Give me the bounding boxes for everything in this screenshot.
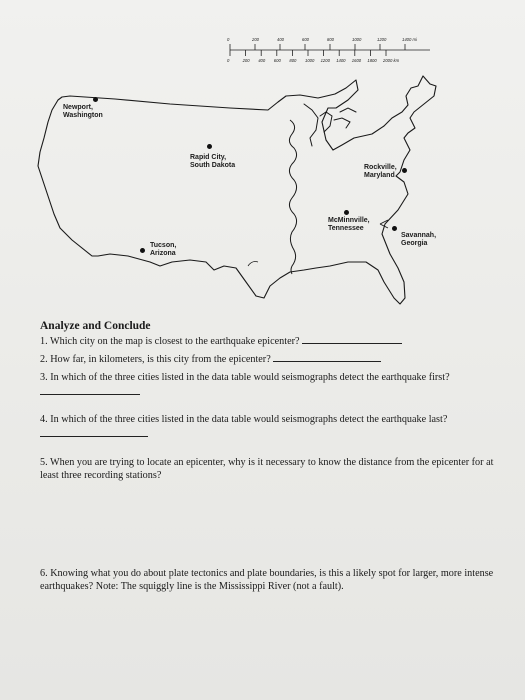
scale-km-label: 1800 — [367, 58, 377, 63]
question-3-text: 3. In which of the three cities listed in the data table would seismographs detect the earthquake first? — [40, 372, 450, 383]
city-label-rapid-city: Rapid City, South Dakota — [190, 154, 236, 169]
question-5-text: 5. When you are trying to locate an epicenter, why is it necessary to know the distance from the epicenter for at least three recording stations? — [40, 457, 494, 481]
city-label-tucson: Tucson, Arizona — [150, 242, 177, 257]
question-4 — [40, 414, 495, 441]
question-3 — [40, 372, 495, 399]
analyze-and-conclude-section — [40, 320, 500, 620]
rapid-city-dot — [207, 144, 212, 149]
mcminnville-dot — [344, 210, 349, 215]
question-5 — [40, 457, 495, 482]
scale-km-label: 0 — [227, 58, 230, 63]
scale-mile-label: 800 — [327, 37, 334, 42]
scale-km-label: 1600 — [351, 58, 362, 63]
answer-1-line[interactable] — [302, 334, 402, 344]
scale-mile-label: 200 — [252, 37, 259, 42]
city-label-mcminnville: McMinnville, Tennessee — [328, 217, 370, 232]
scale-km-label: 800 — [289, 58, 297, 63]
city-label-newport: Newport, Washington — [63, 104, 103, 119]
question-1-text: 1. Which city on the map is closest to the earthquake epicenter? — [40, 336, 300, 347]
scale-mile-label: 600 — [302, 37, 309, 42]
coast-detail — [248, 262, 258, 267]
scale-mile-label: 1000 — [352, 37, 362, 42]
scale-mile-label: 400 — [277, 37, 284, 42]
scale-km-label: 400 — [258, 58, 266, 63]
question-6 — [40, 568, 495, 593]
us-map — [0, 0, 525, 320]
mississippi-river — [289, 120, 296, 274]
great-lakes — [304, 104, 356, 146]
scale-km-label: 1200 — [320, 58, 330, 63]
scale-km-label: 600 — [273, 58, 281, 63]
tucson-dot — [140, 248, 145, 253]
scale-km-label: 200 — [242, 58, 250, 63]
question-6-text: 6. Knowing what you do about plate tectonics and plate boundaries, is this a likely spot for larger, more intense earthquakes? Note: The squiggly line is the Mississippi River (not a fault). — [40, 568, 494, 592]
scale-km-label: 2000 km — [383, 58, 400, 63]
question-2 — [40, 352, 495, 367]
question-1 — [40, 334, 495, 349]
section-heading: Analyze and Conclude — [40, 320, 151, 332]
scale-mile-label: 0 — [227, 37, 230, 42]
question-4-text: 4. In which of the three cities listed in the data table would seismographs detect the earthquake last? — [40, 414, 448, 425]
city-label-rockville: Rockville, Maryland — [364, 164, 397, 179]
answer-3-line[interactable] — [40, 385, 140, 395]
rockville-dot — [402, 168, 407, 173]
answer-4-line[interactable] — [40, 427, 148, 437]
scale-mile-label: 1400 mi — [402, 37, 417, 42]
newport-dot — [93, 97, 98, 102]
answer-2-line[interactable] — [273, 352, 381, 362]
savannah-dot — [392, 226, 397, 231]
scale-km-label: 1400 — [336, 58, 346, 63]
city-label-savannah: Savannah, Georgia — [401, 232, 437, 247]
scale-mile-label: 1200 — [377, 37, 387, 42]
scale-bar — [230, 44, 430, 56]
scale-km-label: 1000 — [305, 58, 315, 63]
question-2-text: 2. How far, in kilometers, is this city from the epicenter? — [40, 354, 271, 365]
